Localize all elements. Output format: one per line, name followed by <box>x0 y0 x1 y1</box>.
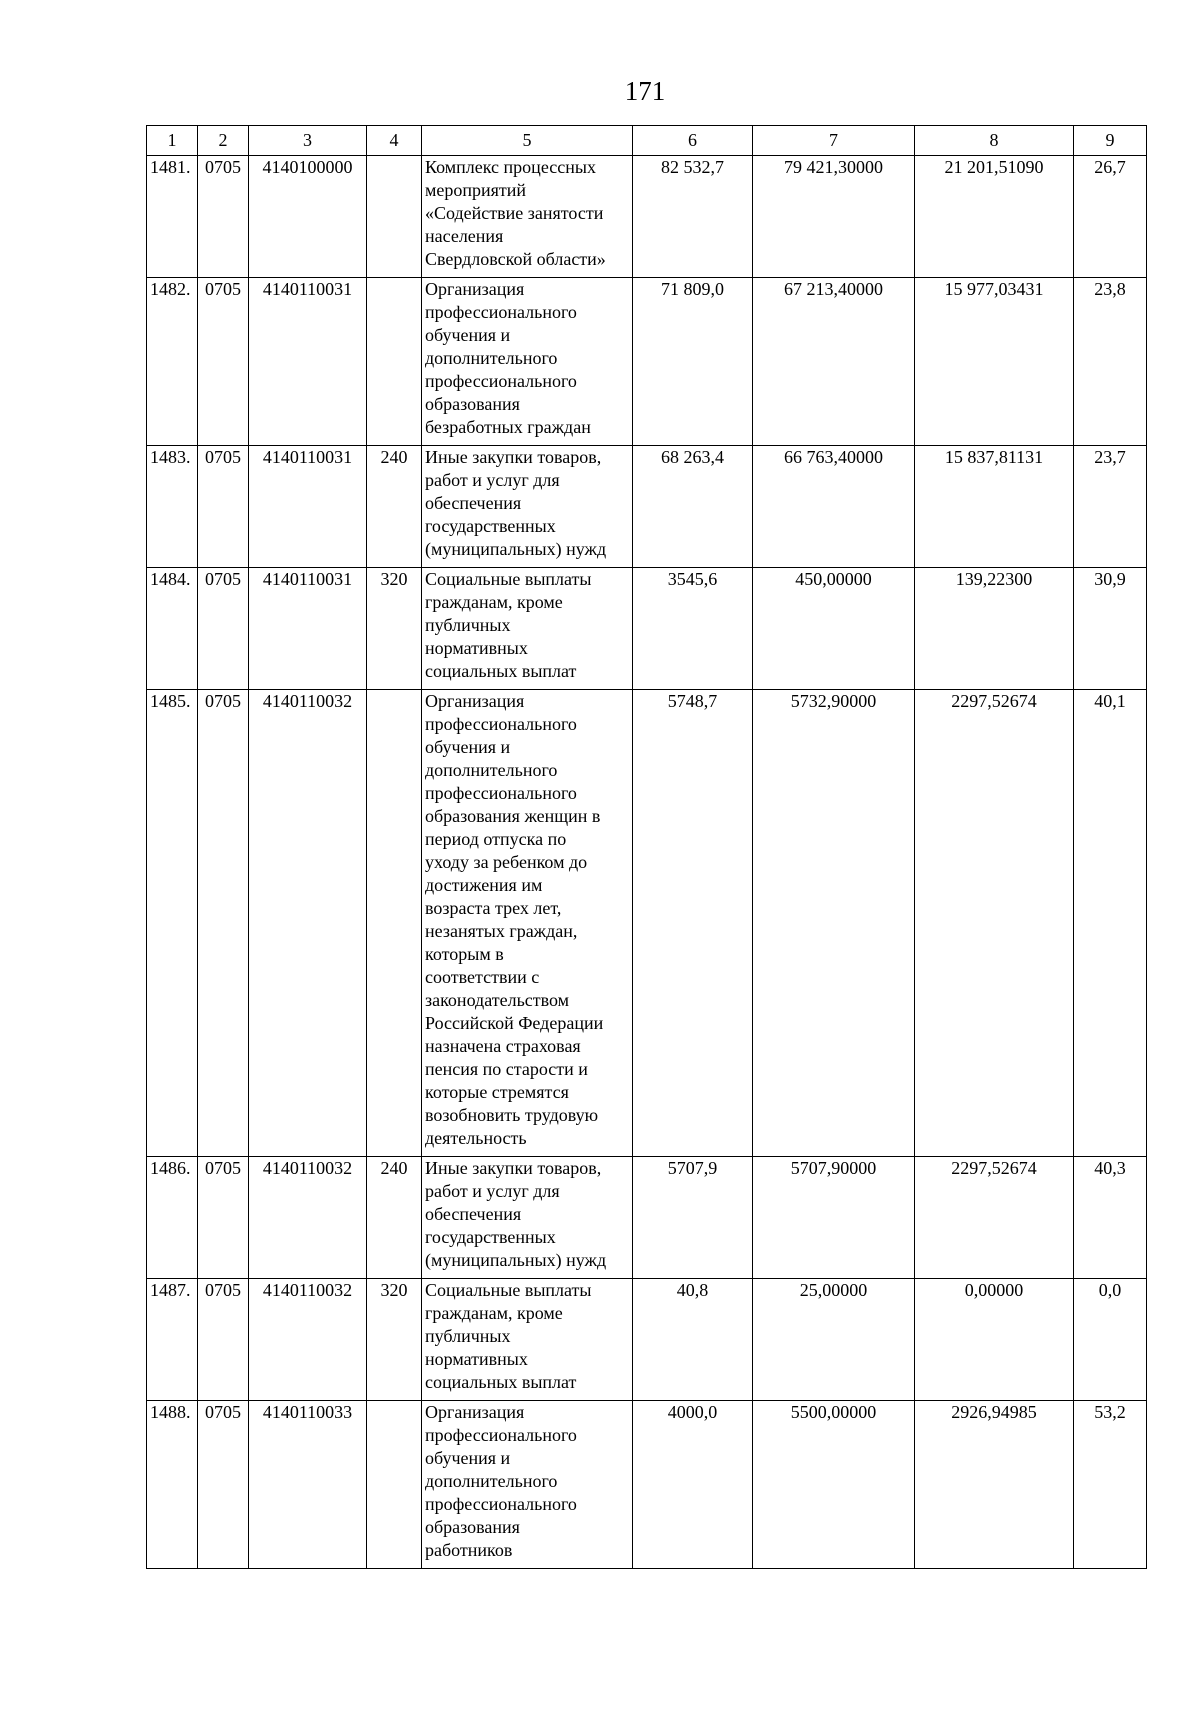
section-cell: 0705 <box>198 1157 249 1279</box>
row-number-cell: 1484. <box>147 568 198 690</box>
value-cell-9: 53,2 <box>1074 1401 1147 1569</box>
table-row <box>147 446 1147 568</box>
value-cell-6: 5748,7 <box>633 690 753 1157</box>
section-cell: 0705 <box>198 568 249 690</box>
column-header: 6 <box>633 126 753 156</box>
column-header: 2 <box>198 126 249 156</box>
name-cell: Организация профессионального обучения и дополнительного профессионального образования женщин в период отпуска по уходу за ребенком до достижения им возраста трех лет, незанятых граждан, которым в соответствии с законодательством Российской Федерации назначена страховая пенсия по старости и которые стремятся возобновить трудовую деятельность <box>422 690 633 1157</box>
value-cell-7: 67 213,40000 <box>753 278 915 446</box>
value-cell-9: 23,7 <box>1074 446 1147 568</box>
column-header: 1 <box>147 126 198 156</box>
value-cell-7: 79 421,30000 <box>753 156 915 278</box>
expense-type-cell: 240 <box>367 1157 422 1279</box>
section-cell: 0705 <box>198 690 249 1157</box>
expense-type-cell: 320 <box>367 568 422 690</box>
value-cell-9: 40,1 <box>1074 690 1147 1157</box>
target-code-cell: 4140110033 <box>249 1401 367 1569</box>
expense-type-cell: 320 <box>367 1279 422 1401</box>
column-header: 7 <box>753 126 915 156</box>
value-cell-9: 40,3 <box>1074 1157 1147 1279</box>
expense-type-cell <box>367 156 422 278</box>
value-cell-7: 66 763,40000 <box>753 446 915 568</box>
value-cell-8: 2926,94985 <box>915 1401 1074 1569</box>
value-cell-8: 2297,52674 <box>915 1157 1074 1279</box>
target-code-cell: 4140110032 <box>249 1279 367 1401</box>
name-cell: Иные закупки товаров, работ и услуг для обеспечения государственных (муниципальных) нужд <box>422 446 633 568</box>
name-cell: Социальные выплаты гражданам, кроме публичных нормативных социальных выплат <box>422 568 633 690</box>
table-row <box>147 568 1147 690</box>
value-cell-6: 82 532,7 <box>633 156 753 278</box>
table-row <box>147 278 1147 446</box>
target-code-cell: 4140110032 <box>249 1157 367 1279</box>
value-cell-8: 21 201,51090 <box>915 156 1074 278</box>
expense-type-cell: 240 <box>367 446 422 568</box>
budget-table <box>146 125 1147 1569</box>
expense-type-cell <box>367 278 422 446</box>
value-cell-9: 23,8 <box>1074 278 1147 446</box>
section-cell: 0705 <box>198 1401 249 1569</box>
section-cell: 0705 <box>198 1279 249 1401</box>
header-row <box>147 126 1147 156</box>
column-header: 9 <box>1074 126 1147 156</box>
column-header: 5 <box>422 126 633 156</box>
value-cell-6: 68 263,4 <box>633 446 753 568</box>
target-code-cell: 4140110031 <box>249 278 367 446</box>
table-row <box>147 1401 1147 1569</box>
name-cell: Организация профессионального обучения и дополнительного профессионального образования безработных граждан <box>422 278 633 446</box>
name-cell: Социальные выплаты гражданам, кроме публичных нормативных социальных выплат <box>422 1279 633 1401</box>
expense-type-cell <box>367 1401 422 1569</box>
value-cell-8: 15 977,03431 <box>915 278 1074 446</box>
section-cell: 0705 <box>198 446 249 568</box>
value-cell-8: 0,00000 <box>915 1279 1074 1401</box>
value-cell-6: 71 809,0 <box>633 278 753 446</box>
page-number: 171 <box>624 76 666 106</box>
value-cell-6: 40,8 <box>633 1279 753 1401</box>
section-cell: 0705 <box>198 156 249 278</box>
value-cell-6: 4000,0 <box>633 1401 753 1569</box>
value-cell-7: 5500,00000 <box>753 1401 915 1569</box>
section-cell: 0705 <box>198 278 249 446</box>
name-cell: Комплекс процессных мероприятий «Содействие занятости населения Свердловской области» <box>422 156 633 278</box>
row-number-cell: 1483. <box>147 446 198 568</box>
row-number-cell: 1488. <box>147 1401 198 1569</box>
value-cell-6: 5707,9 <box>633 1157 753 1279</box>
table-row <box>147 690 1147 1157</box>
value-cell-8: 139,22300 <box>915 568 1074 690</box>
value-cell-6: 3545,6 <box>633 568 753 690</box>
value-cell-7: 5707,90000 <box>753 1157 915 1279</box>
column-header: 8 <box>915 126 1074 156</box>
table-row <box>147 1279 1147 1401</box>
column-header: 3 <box>249 126 367 156</box>
row-number-cell: 1482. <box>147 278 198 446</box>
value-cell-8: 15 837,81131 <box>915 446 1074 568</box>
name-cell: Организация профессионального обучения и дополнительного профессионального образования работников <box>422 1401 633 1569</box>
name-cell: Иные закупки товаров, работ и услуг для обеспечения государственных (муниципальных) нужд <box>422 1157 633 1279</box>
value-cell-9: 0,0 <box>1074 1279 1147 1401</box>
row-number-cell: 1481. <box>147 156 198 278</box>
target-code-cell: 4140110031 <box>249 568 367 690</box>
value-cell-8: 2297,52674 <box>915 690 1074 1157</box>
value-cell-7: 5732,90000 <box>753 690 915 1157</box>
target-code-cell: 4140100000 <box>249 156 367 278</box>
value-cell-9: 26,7 <box>1074 156 1147 278</box>
row-number-cell: 1485. <box>147 690 198 1157</box>
table-row <box>147 156 1147 278</box>
value-cell-7: 25,00000 <box>753 1279 915 1401</box>
row-number-cell: 1486. <box>147 1157 198 1279</box>
row-number-cell: 1487. <box>147 1279 198 1401</box>
target-code-cell: 4140110032 <box>249 690 367 1157</box>
column-header: 4 <box>367 126 422 156</box>
expense-type-cell <box>367 690 422 1157</box>
target-code-cell: 4140110031 <box>249 446 367 568</box>
table-row <box>147 1157 1147 1279</box>
value-cell-7: 450,00000 <box>753 568 915 690</box>
value-cell-9: 30,9 <box>1074 568 1147 690</box>
